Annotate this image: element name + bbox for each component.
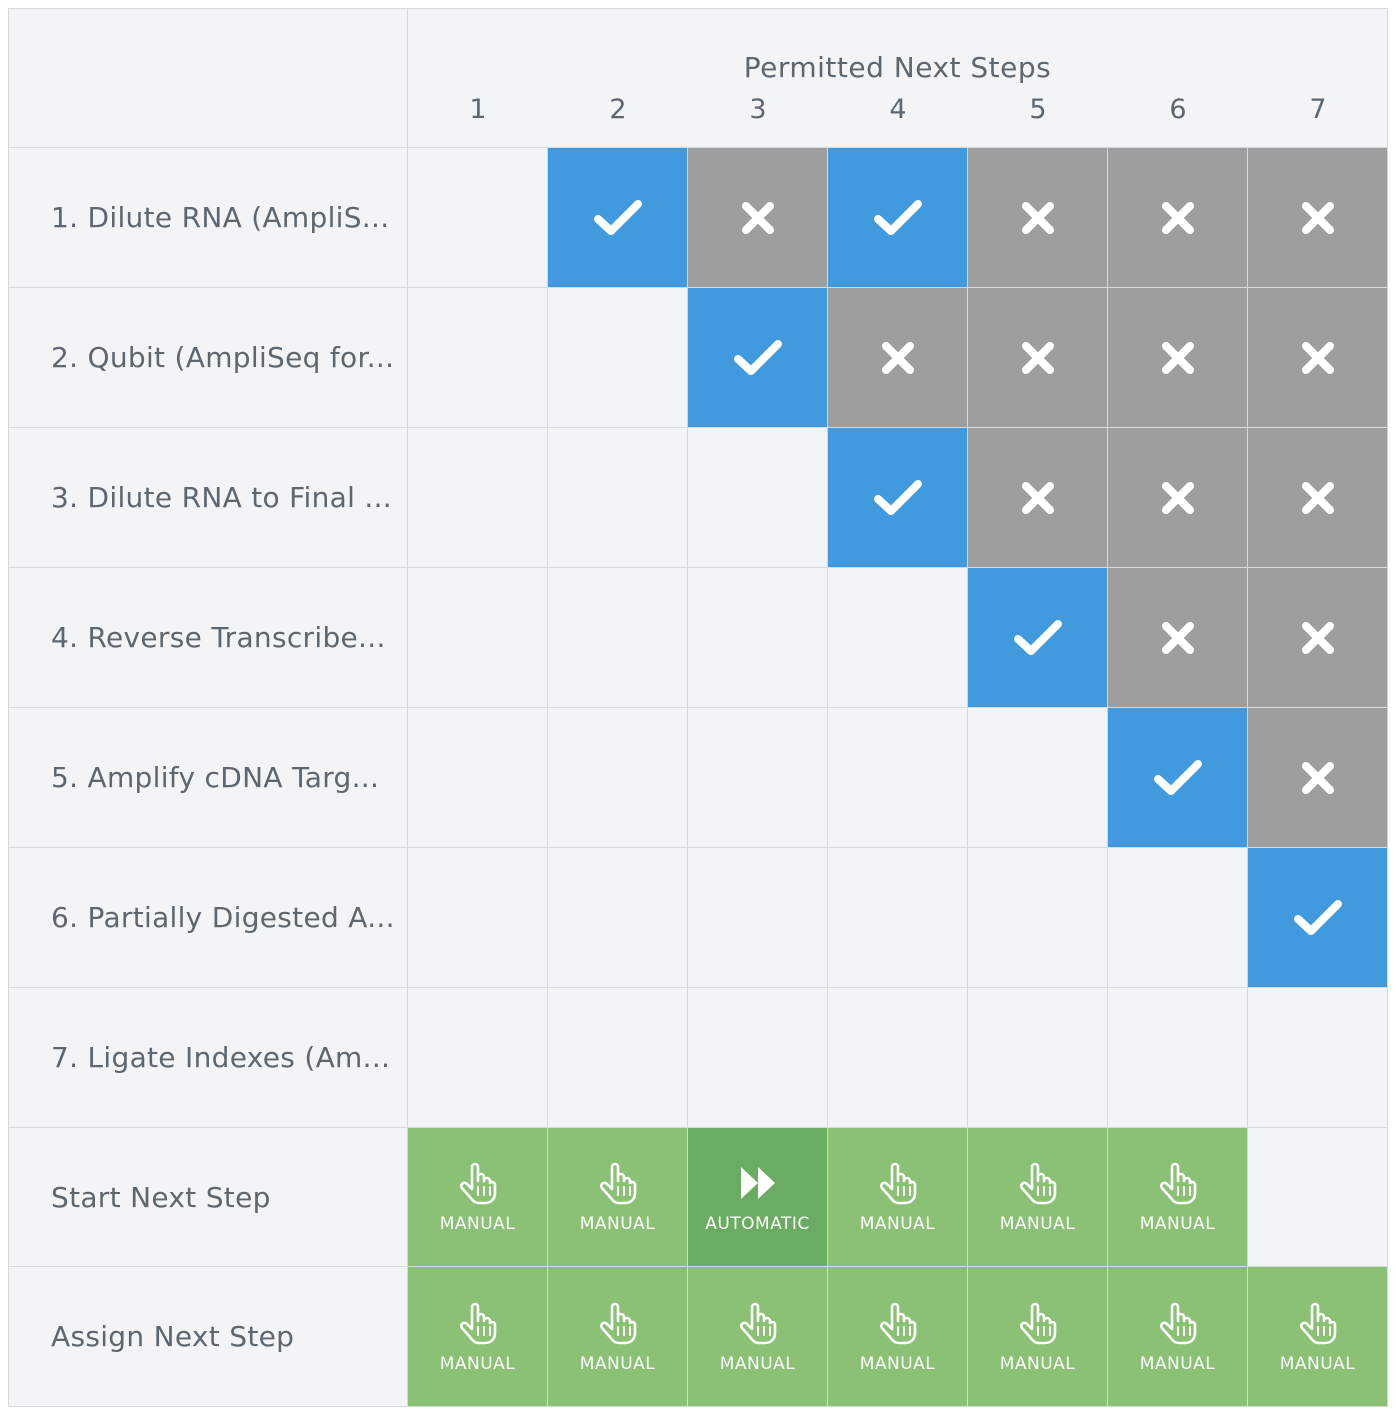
step-row-label — [8, 288, 408, 428]
step-row-label-text: 1. Dilute RNA (AmpliS... — [51, 201, 390, 234]
step-row-label — [8, 988, 408, 1128]
mode-label: MANUAL — [719, 1353, 796, 1374]
x-icon — [1160, 340, 1196, 376]
not-permitted-cell[interactable] — [968, 148, 1108, 288]
x-icon — [1300, 760, 1336, 796]
step-row-label — [8, 568, 408, 708]
not-permitted-cell[interactable] — [1248, 568, 1388, 708]
check-icon — [1294, 899, 1342, 937]
empty-cell — [548, 848, 688, 988]
automatic-mode-button[interactable] — [688, 1128, 828, 1267]
empty-cell — [828, 848, 968, 988]
step-row-label-text: 3. Dilute RNA to Final ... — [51, 481, 392, 514]
permitted-cell[interactable] — [828, 428, 968, 568]
manual-mode-button[interactable] — [548, 1128, 688, 1267]
x-icon — [1160, 480, 1196, 516]
step-row-label-text: 6. Partially Digested A... — [51, 901, 395, 934]
empty-cell — [408, 708, 548, 848]
hand-pointer-icon — [458, 1160, 498, 1206]
empty-cell — [408, 428, 548, 568]
permitted-next-steps-matrix — [8, 8, 1388, 1407]
column-number: 1 — [469, 94, 487, 125]
x-icon — [1020, 340, 1056, 376]
empty-cell — [688, 568, 828, 708]
manual-mode-button[interactable] — [828, 1267, 968, 1407]
not-permitted-cell[interactable] — [1248, 708, 1388, 848]
hand-pointer-icon — [878, 1160, 918, 1206]
not-permitted-cell[interactable] — [1248, 288, 1388, 428]
x-icon — [880, 340, 916, 376]
step-row-label — [8, 848, 408, 988]
empty-cell — [968, 708, 1108, 848]
not-permitted-cell[interactable] — [1108, 148, 1248, 288]
manual-mode-button[interactable] — [408, 1267, 548, 1407]
column-number: 5 — [1029, 94, 1047, 125]
x-icon — [740, 200, 776, 236]
check-icon — [874, 199, 922, 237]
not-permitted-cell[interactable] — [968, 288, 1108, 428]
assign-next-step-label-text: Assign Next Step — [51, 1320, 295, 1353]
not-permitted-cell[interactable] — [1248, 428, 1388, 568]
step-row-label-text: 7. Ligate Indexes (Am... — [51, 1041, 391, 1074]
hand-pointer-icon — [1018, 1160, 1058, 1206]
column-number: 4 — [889, 94, 907, 125]
manual-mode-button[interactable] — [1108, 1267, 1248, 1407]
x-icon — [1300, 200, 1336, 236]
empty-cell — [1108, 988, 1248, 1128]
step-row-label-text: 4. Reverse Transcribe... — [51, 621, 386, 654]
empty-cell — [688, 428, 828, 568]
empty-cell — [1108, 848, 1248, 988]
mode-label: MANUAL — [439, 1214, 516, 1234]
empty-cell — [688, 848, 828, 988]
empty-cell — [1248, 988, 1388, 1128]
empty-cell — [548, 428, 688, 568]
hand-pointer-icon — [878, 1300, 918, 1346]
mode-label: MANUAL — [579, 1214, 656, 1234]
hand-pointer-icon — [598, 1300, 638, 1346]
not-permitted-cell[interactable] — [688, 148, 828, 288]
hand-pointer-icon — [1298, 1300, 1338, 1346]
empty-cell — [548, 288, 688, 428]
empty-cell — [548, 988, 688, 1128]
manual-mode-button[interactable] — [1108, 1128, 1248, 1267]
assign-next-step-label — [8, 1267, 408, 1407]
hand-pointer-icon — [1158, 1160, 1198, 1206]
column-number: 7 — [1309, 94, 1327, 125]
empty-cell — [688, 708, 828, 848]
permitted-cell[interactable] — [968, 568, 1108, 708]
step-row-label-text: 5. Amplify cDNA Targ... — [51, 761, 380, 794]
x-icon — [1020, 200, 1056, 236]
check-icon — [1154, 759, 1202, 797]
header-corner — [8, 8, 408, 148]
empty-cell — [408, 848, 548, 988]
not-permitted-cell[interactable] — [1248, 148, 1388, 288]
empty-cell — [408, 288, 548, 428]
hand-pointer-icon — [1018, 1300, 1058, 1346]
empty-cell — [828, 708, 968, 848]
check-icon — [594, 199, 642, 237]
mode-label: MANUAL — [999, 1214, 1076, 1234]
empty-cell — [408, 988, 548, 1128]
not-permitted-cell[interactable] — [828, 288, 968, 428]
column-number: 2 — [609, 94, 627, 125]
empty-cell — [408, 568, 548, 708]
permitted-cell[interactable] — [688, 288, 828, 428]
step-row-label — [8, 428, 408, 568]
manual-mode-button[interactable] — [968, 1267, 1108, 1407]
not-permitted-cell[interactable] — [1108, 288, 1248, 428]
hand-pointer-icon — [1158, 1300, 1198, 1346]
manual-mode-button[interactable] — [408, 1128, 548, 1267]
column-numbers — [408, 94, 1387, 125]
manual-mode-button[interactable] — [828, 1128, 968, 1267]
step-row-label — [8, 148, 408, 288]
start-next-step-label-text: Start Next Step — [51, 1180, 271, 1214]
fast-forward-icon — [738, 1160, 778, 1206]
hand-pointer-icon — [738, 1300, 778, 1346]
step-row-label-text: 2. Qubit (AmpliSeq for... — [51, 341, 395, 374]
x-icon — [1160, 620, 1196, 656]
empty-cell — [688, 988, 828, 1128]
manual-mode-button[interactable] — [548, 1267, 688, 1407]
check-icon — [874, 479, 922, 517]
mode-label: MANUAL — [1279, 1353, 1356, 1374]
column-number: 6 — [1169, 94, 1187, 125]
hand-pointer-icon — [458, 1300, 498, 1346]
mode-label: MANUAL — [859, 1353, 936, 1374]
mode-label: MANUAL — [999, 1353, 1076, 1374]
empty-cell — [548, 708, 688, 848]
column-number: 3 — [749, 94, 767, 125]
permitted-cell[interactable] — [828, 148, 968, 288]
mode-label: MANUAL — [1139, 1214, 1216, 1234]
manual-mode-button[interactable] — [688, 1267, 828, 1407]
x-icon — [1300, 480, 1336, 516]
empty-cell — [968, 848, 1108, 988]
mode-label: MANUAL — [859, 1214, 936, 1234]
x-icon — [1020, 480, 1056, 516]
mode-label: MANUAL — [439, 1353, 516, 1374]
header-steps — [408, 8, 1388, 148]
empty-cell — [828, 568, 968, 708]
x-icon — [1300, 340, 1336, 376]
start-next-step-label — [8, 1128, 408, 1267]
permitted-cell[interactable] — [1108, 708, 1248, 848]
mode-label: MANUAL — [579, 1353, 656, 1374]
empty-cell — [968, 988, 1108, 1128]
manual-mode-button[interactable] — [968, 1128, 1108, 1267]
empty-cell — [1248, 1128, 1388, 1267]
hand-pointer-icon — [598, 1160, 638, 1206]
not-permitted-cell[interactable] — [1108, 568, 1248, 708]
not-permitted-cell[interactable] — [1108, 428, 1248, 568]
mode-label: MANUAL — [1139, 1353, 1216, 1374]
x-icon — [1160, 200, 1196, 236]
empty-cell — [408, 148, 548, 288]
manual-mode-button[interactable] — [1248, 1267, 1388, 1407]
permitted-cell[interactable] — [1248, 848, 1388, 988]
mode-label: AUTOMATIC — [705, 1214, 810, 1234]
x-icon — [1300, 620, 1336, 656]
header-title: Permitted Next Steps — [743, 51, 1052, 84]
check-icon — [1014, 619, 1062, 657]
empty-cell — [828, 988, 968, 1128]
empty-cell — [548, 568, 688, 708]
check-icon — [734, 339, 782, 377]
not-permitted-cell[interactable] — [968, 428, 1108, 568]
permitted-cell[interactable] — [548, 148, 688, 288]
step-row-label — [8, 708, 408, 848]
